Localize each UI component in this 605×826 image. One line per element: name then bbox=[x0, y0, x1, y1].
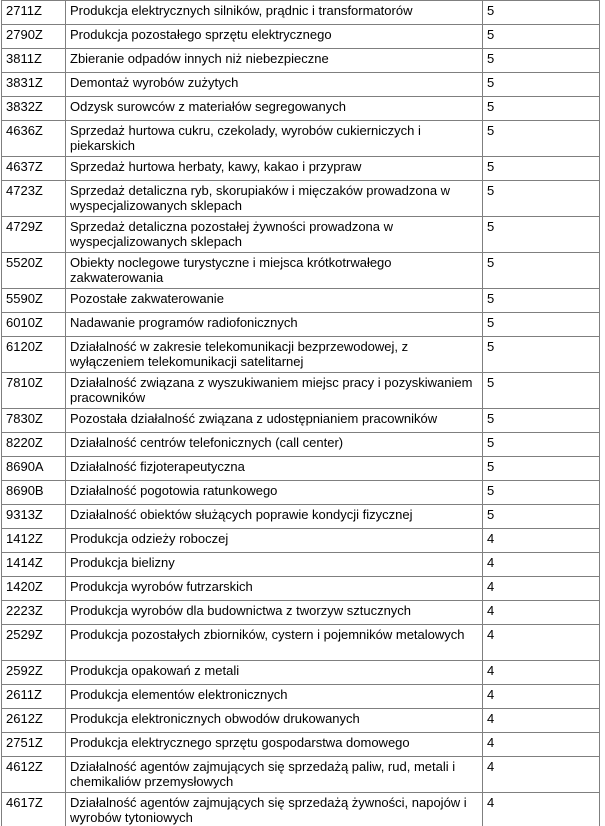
row-value: 5 bbox=[483, 97, 600, 121]
row-value: 5 bbox=[483, 457, 600, 481]
row-code: 4617Z bbox=[2, 793, 66, 826]
row-code: 4636Z bbox=[2, 121, 66, 157]
row-value: 4 bbox=[483, 625, 600, 661]
row-name: Sprzedaż hurtowa cukru, czekolady, wyrobów cukierniczych i piekarskich bbox=[66, 121, 483, 157]
row-name: Pozostałe zakwaterowanie bbox=[66, 289, 483, 313]
row-name: Działalność agentów zajmujących się sprzedażą paliw, rud, metali i chemikaliów przemysłowych bbox=[66, 757, 483, 793]
row-value: 4 bbox=[483, 661, 600, 685]
row-value: 5 bbox=[483, 217, 600, 253]
row-name: Nadawanie programów radiofonicznych bbox=[66, 313, 483, 337]
row-code: 8220Z bbox=[2, 433, 66, 457]
row-name: Produkcja wyrobów dla budownictwa z tworzyw sztucznych bbox=[66, 601, 483, 625]
table-row bbox=[2, 409, 600, 433]
row-code: 2790Z bbox=[2, 25, 66, 49]
pkd-table bbox=[1, 0, 600, 826]
table-row bbox=[2, 433, 600, 457]
table-row bbox=[2, 661, 600, 685]
row-value: 5 bbox=[483, 409, 600, 433]
row-value: 5 bbox=[483, 337, 600, 373]
row-code: 1420Z bbox=[2, 577, 66, 601]
table-row bbox=[2, 373, 600, 409]
table-row bbox=[2, 157, 600, 181]
row-name: Produkcja odzieży roboczej bbox=[66, 529, 483, 553]
row-name: Produkcja elektrycznych silników, prądnic i transformatorów bbox=[66, 1, 483, 25]
row-name: Produkcja elektrycznego sprzętu gospodarstwa domowego bbox=[66, 733, 483, 757]
row-code: 5520Z bbox=[2, 253, 66, 289]
row-value: 4 bbox=[483, 733, 600, 757]
row-code: 5590Z bbox=[2, 289, 66, 313]
row-value: 5 bbox=[483, 49, 600, 73]
row-value: 5 bbox=[483, 313, 600, 337]
row-name: Sprzedaż hurtowa herbaty, kawy, kakao i przypraw bbox=[66, 157, 483, 181]
table-row bbox=[2, 577, 600, 601]
table-row bbox=[2, 121, 600, 157]
table-row bbox=[2, 289, 600, 313]
row-value: 5 bbox=[483, 157, 600, 181]
row-name: Działalność pogotowia ratunkowego bbox=[66, 481, 483, 505]
table-row bbox=[2, 709, 600, 733]
row-code: 1412Z bbox=[2, 529, 66, 553]
row-code: 6010Z bbox=[2, 313, 66, 337]
table-row bbox=[2, 481, 600, 505]
row-code: 6120Z bbox=[2, 337, 66, 373]
row-code: 4637Z bbox=[2, 157, 66, 181]
row-code: 3832Z bbox=[2, 97, 66, 121]
row-code: 7810Z bbox=[2, 373, 66, 409]
row-value: 5 bbox=[483, 253, 600, 289]
row-value: 5 bbox=[483, 121, 600, 157]
row-name: Sprzedaż detaliczna ryb, skorupiaków i mięczaków prowadzona w wyspecjalizowanych sklepach bbox=[66, 181, 483, 217]
row-name: Sprzedaż detaliczna pozostałej żywności prowadzona w wyspecjalizowanych sklepach bbox=[66, 217, 483, 253]
row-name: Działalność agentów zajmujących się sprzedażą żywności, napojów i wyrobów tytoniowych bbox=[66, 793, 483, 826]
row-name: Produkcja bielizny bbox=[66, 553, 483, 577]
table-row bbox=[2, 253, 600, 289]
table-row bbox=[2, 625, 600, 661]
table-row bbox=[2, 97, 600, 121]
row-value: 4 bbox=[483, 577, 600, 601]
row-name: Produkcja wyrobów futrzarskich bbox=[66, 577, 483, 601]
table-row bbox=[2, 217, 600, 253]
row-value: 4 bbox=[483, 529, 600, 553]
row-value: 4 bbox=[483, 709, 600, 733]
row-name: Odzysk surowców z materiałów segregowanych bbox=[66, 97, 483, 121]
table-row bbox=[2, 49, 600, 73]
row-code: 2612Z bbox=[2, 709, 66, 733]
table-row bbox=[2, 601, 600, 625]
row-name: Pozostała działalność związana z udostępnianiem pracowników bbox=[66, 409, 483, 433]
table-row bbox=[2, 757, 600, 793]
row-code: 3831Z bbox=[2, 73, 66, 97]
row-value: 5 bbox=[483, 481, 600, 505]
row-value: 5 bbox=[483, 181, 600, 217]
row-code: 4729Z bbox=[2, 217, 66, 253]
table-row bbox=[2, 25, 600, 49]
row-code: 8690A bbox=[2, 457, 66, 481]
row-name: Zbieranie odpadów innych niż niebezpieczne bbox=[66, 49, 483, 73]
row-name: Działalność obiektów służących poprawie kondycji fizycznej bbox=[66, 505, 483, 529]
row-name: Produkcja elektronicznych obwodów drukowanych bbox=[66, 709, 483, 733]
table-row bbox=[2, 457, 600, 481]
row-name: Demontaż wyrobów zużytych bbox=[66, 73, 483, 97]
row-name: Produkcja elementów elektronicznych bbox=[66, 685, 483, 709]
row-code: 2751Z bbox=[2, 733, 66, 757]
row-name: Działalność centrów telefonicznych (call center) bbox=[66, 433, 483, 457]
table-row bbox=[2, 337, 600, 373]
row-value: 4 bbox=[483, 793, 600, 826]
row-value: 4 bbox=[483, 601, 600, 625]
row-name: Działalność fizjoterapeutyczna bbox=[66, 457, 483, 481]
row-name: Działalność w zakresie telekomunikacji bezprzewodowej, z wyłączeniem telekomunikacji satelitarnej bbox=[66, 337, 483, 373]
row-value: 4 bbox=[483, 757, 600, 793]
row-code: 4612Z bbox=[2, 757, 66, 793]
row-value: 5 bbox=[483, 373, 600, 409]
row-value: 5 bbox=[483, 505, 600, 529]
table-row bbox=[2, 529, 600, 553]
table-row bbox=[2, 1, 600, 25]
table-row bbox=[2, 505, 600, 529]
row-name: Produkcja opakowań z metali bbox=[66, 661, 483, 685]
row-value: 4 bbox=[483, 685, 600, 709]
table-row bbox=[2, 685, 600, 709]
table-row bbox=[2, 181, 600, 217]
table-row bbox=[2, 313, 600, 337]
row-value: 4 bbox=[483, 553, 600, 577]
row-code: 7830Z bbox=[2, 409, 66, 433]
row-value: 5 bbox=[483, 25, 600, 49]
pkd-table-body bbox=[2, 1, 600, 826]
row-value: 5 bbox=[483, 289, 600, 313]
row-code: 2592Z bbox=[2, 661, 66, 685]
row-name: Produkcja pozostałego sprzętu elektrycznego bbox=[66, 25, 483, 49]
row-name: Działalność związana z wyszukiwaniem miejsc pracy i pozyskiwaniem pracowników bbox=[66, 373, 483, 409]
row-value: 5 bbox=[483, 433, 600, 457]
row-code: 2529Z bbox=[2, 625, 66, 661]
row-code: 3811Z bbox=[2, 49, 66, 73]
row-code: 4723Z bbox=[2, 181, 66, 217]
row-name: Produkcja pozostałych zbiorników, cystern i pojemników metalowych bbox=[66, 625, 483, 661]
row-code: 1414Z bbox=[2, 553, 66, 577]
row-code: 2611Z bbox=[2, 685, 66, 709]
row-name: Obiekty noclegowe turystyczne i miejsca krótkotrwałego zakwaterowania bbox=[66, 253, 483, 289]
row-code: 2711Z bbox=[2, 1, 66, 25]
row-code: 8690B bbox=[2, 481, 66, 505]
row-value: 5 bbox=[483, 1, 600, 25]
table-row bbox=[2, 553, 600, 577]
table-row bbox=[2, 733, 600, 757]
table-row bbox=[2, 73, 600, 97]
row-value: 5 bbox=[483, 73, 600, 97]
table-row bbox=[2, 793, 600, 826]
row-code: 9313Z bbox=[2, 505, 66, 529]
row-code: 2223Z bbox=[2, 601, 66, 625]
